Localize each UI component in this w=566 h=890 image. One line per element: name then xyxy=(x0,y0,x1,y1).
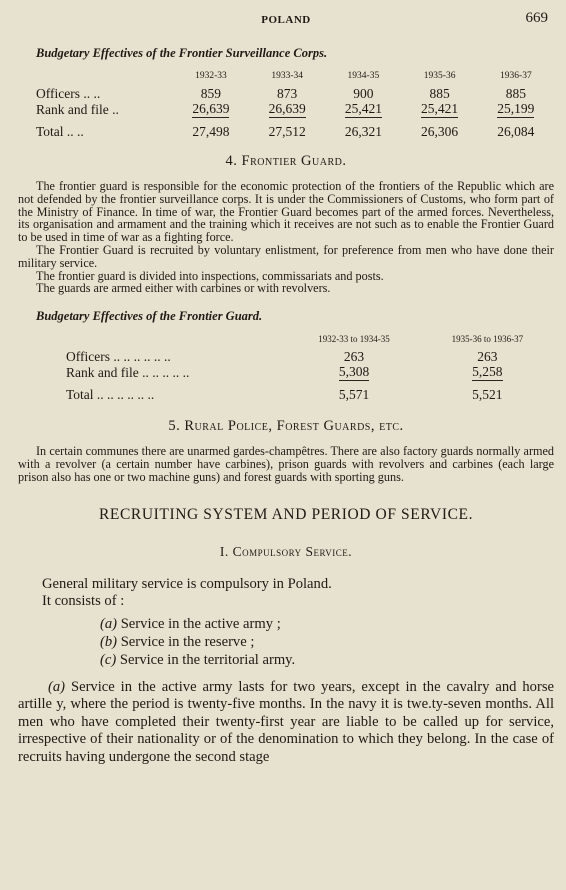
paragraph-text: Service in the active army lasts for two years, except in the cavalry and horse artille y, where the period is twenty-five months. In the navy it is twe.ty-seven months. All men who have completed their twenty-first year are liable to be called up for service, irrespective of their nationality or of the denomination to which they belong. In the case of recruits having undergone the second stage xyxy=(18,678,554,765)
list-item xyxy=(100,651,554,669)
running-head xyxy=(18,10,554,36)
table-cell: 873 xyxy=(277,86,298,101)
table-cell: 263 xyxy=(477,349,498,365)
table-cell: 25,421 xyxy=(344,101,382,116)
row-label: Officers .. .. xyxy=(36,86,101,101)
table-cell: 5,308 xyxy=(338,364,370,380)
column-header: 1933-34 xyxy=(271,71,303,81)
subsection-title: I. Compulsory Service. xyxy=(219,543,353,559)
table-cell: 25,421 xyxy=(421,101,459,116)
list-item-letter: (b) xyxy=(100,633,118,650)
total-cell: 5,571 xyxy=(338,387,370,403)
section-heading-rural-police xyxy=(18,418,554,435)
paragraph: The frontier guard is divided into inspections, commissariats and posts. xyxy=(36,268,384,283)
table-cell: 26,639 xyxy=(268,101,306,116)
frontier-guard-table-caption: Budgetary Effectives of the Frontier Guard. xyxy=(36,309,263,324)
total-cell: 26,084 xyxy=(497,124,535,139)
list-item xyxy=(100,633,554,651)
total-cell: 27,498 xyxy=(192,124,230,139)
table-cell: 25,199 xyxy=(497,101,535,116)
total-cell: 27,512 xyxy=(268,124,306,139)
total-label: Total .. .. xyxy=(36,124,84,139)
table-total-row xyxy=(36,118,554,139)
intro-line: General military service is compulsory in Poland. xyxy=(42,575,332,592)
table-cell: 859 xyxy=(200,86,222,101)
column-header: 1932-33 to 1934-35 xyxy=(318,334,390,345)
list-item xyxy=(100,615,554,633)
column-header: 1935-36 to 1936-37 xyxy=(451,334,524,345)
list-item-letter: (c) xyxy=(100,651,117,668)
row-label: Rank and file .. xyxy=(36,102,119,117)
column-header: 1936-37 xyxy=(500,71,532,81)
table-cell: 26,639 xyxy=(192,101,230,116)
row-label: Officers .. .. .. .. .. .. xyxy=(66,349,171,365)
table-row xyxy=(66,349,554,364)
total-cell: 26,321 xyxy=(344,124,382,139)
active-army-paragraph xyxy=(18,679,554,767)
section-number: 5. xyxy=(168,418,181,435)
table-row xyxy=(66,364,554,381)
list-item-text: Service in the territorial army. xyxy=(119,651,296,668)
section-title: Rural Police, Forest Guards, etc. xyxy=(184,418,404,435)
table-cell: 263 xyxy=(343,349,365,365)
section-number: 4. xyxy=(225,153,238,169)
surveillance-effectives-table xyxy=(36,69,554,139)
total-cell: 26,306 xyxy=(421,124,459,139)
table-cell: 5,258 xyxy=(472,364,503,380)
paragraph: The guards are armed either with carbines or with revolvers. xyxy=(36,281,331,296)
table-header-row xyxy=(36,69,554,86)
row-label: Rank and file .. .. .. .. .. xyxy=(66,365,190,381)
paragraph: The frontier guard is responsible for the economic protection of the frontiers of the Republic which are not defended by the frontier surveillance corps. It is under the Commissioners of Customs, who form part of the Ministry of Finance. In time of war, the Frontier Guard becomes part of the armed forces. Nevertheless, its organisation and armament and the training which it receives are not such as to enable the Frontier Guard to be used in time of war as a fighting force. xyxy=(18,179,554,245)
total-label: Total .. .. .. .. .. .. xyxy=(66,387,155,403)
column-header: 1935-36 xyxy=(423,71,456,81)
table-cell: 885 xyxy=(429,86,450,101)
paragraph: The Frontier Guard is recruited by voluntary enlistment, for preference from men who have done their military service. xyxy=(18,242,554,270)
service-list xyxy=(18,615,554,669)
list-item-letter: (a) xyxy=(100,615,118,632)
frontier-guard-effectives-table xyxy=(66,332,554,402)
table-row xyxy=(36,101,554,118)
list-item-text: Service in the active army ; xyxy=(120,615,281,632)
surveillance-table-caption: Budgetary Effectives of the Frontier Surveillance Corps. xyxy=(36,46,328,60)
page-number: 669 xyxy=(525,10,548,26)
list-item-text: Service in the reserve ; xyxy=(120,633,255,650)
section-heading-frontier-guard xyxy=(18,153,554,170)
table-header-row xyxy=(66,332,554,349)
section-title: Frontier Guard. xyxy=(241,153,347,169)
running-title: POLAND xyxy=(261,14,311,26)
paragraph: In certain communes there are unarmed gardes-champêtres. There are also factory guards normally armed with a revolver (a certain number have carbines), prison guards with revolvers and carbines (each large prison also has one or two machine guns) and forest guards with sporting guns. xyxy=(18,444,554,484)
table-cell: 900 xyxy=(353,86,374,101)
column-header: 1934-35 xyxy=(347,71,380,81)
intro-line: It consists of : xyxy=(42,593,125,610)
table-total-row xyxy=(66,381,554,402)
total-cell: 5,521 xyxy=(472,387,503,403)
column-header: 1932-33 xyxy=(195,71,227,81)
table-cell: 885 xyxy=(505,86,526,101)
chapter-title: RECRUITING SYSTEM AND PERIOD OF SERVICE. xyxy=(98,505,474,523)
paragraph-letter: (a) xyxy=(48,678,66,695)
table-row xyxy=(36,86,554,101)
